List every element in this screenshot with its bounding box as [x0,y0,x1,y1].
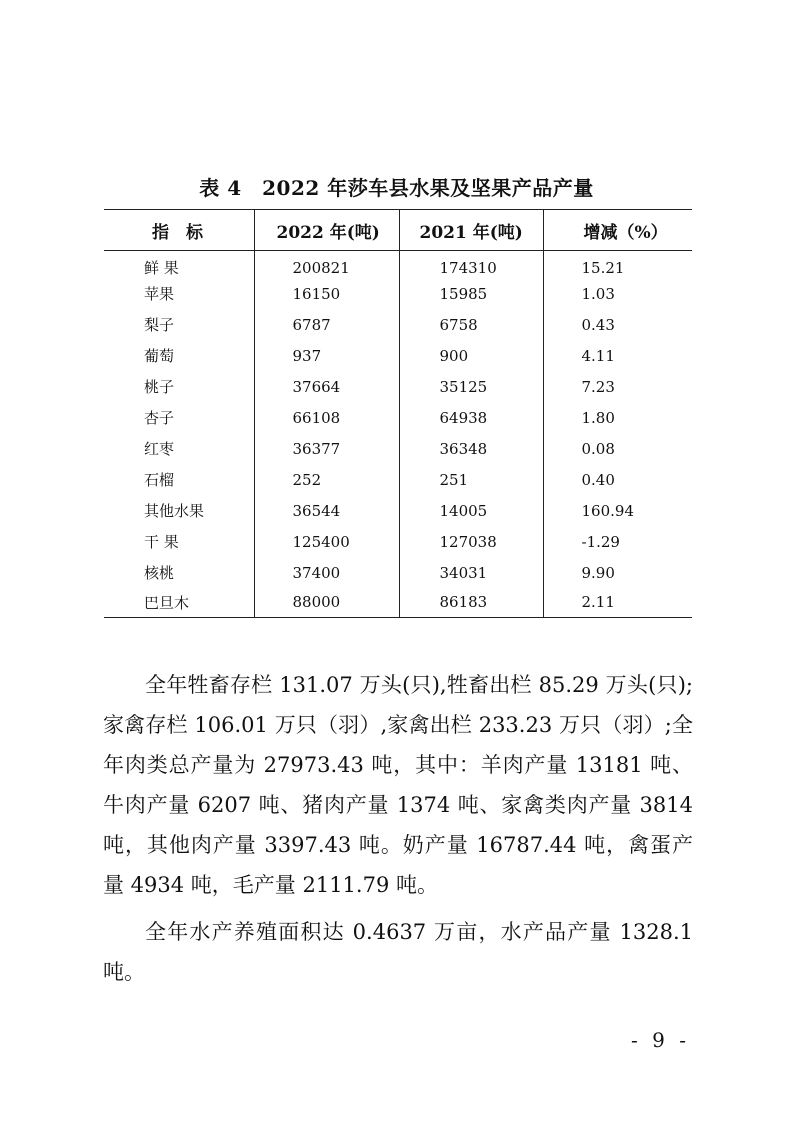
value-2022: 252 [254,464,399,495]
header-indicator: 指 标 [104,210,254,251]
row-label: 干 果 [104,526,254,557]
value-2021: 6758 [399,309,543,340]
table-row [104,278,692,309]
value-2022: 6787 [254,309,399,340]
value-2022: 16150 [254,278,399,309]
table-row [104,464,692,495]
table-row [104,557,692,588]
table-row [104,433,692,464]
value-2021: 174310 [399,251,543,279]
change-percent: 160.94 [581,501,634,520]
row-label: 苹果 [104,278,254,309]
row-label: 鲜 果 [104,251,254,279]
value-2021: 127038 [399,526,543,557]
change-percent: 1.80 [581,408,615,427]
row-label: 杏子 [104,402,254,433]
value-2022: 200821 [254,251,399,279]
value-2022: 88000 [254,588,399,617]
value-2021: 36348 [399,433,543,464]
table-row [104,526,692,557]
table-row [104,495,692,526]
change-percent: 0.43 [581,315,615,334]
change-percent: 15.21 [581,258,625,277]
value-2021: 15985 [399,278,543,309]
table-header-row [104,210,692,251]
change-percent: 7.23 [581,377,615,396]
value-2021: 86183 [399,588,543,617]
table-row [104,340,692,371]
table-row [104,371,692,402]
value-2022: 37400 [254,557,399,588]
page-number: - 9 - [631,1028,690,1052]
value-2022: 36377 [254,433,399,464]
change-percent: 2.11 [543,588,692,617]
change-percent: 0.08 [581,439,615,458]
header-2022: 2022 年(吨) [254,210,399,251]
row-label: 葡萄 [104,340,254,371]
aquaculture-paragraph: 全年水产养殖面积达 0.4637 万亩，水产品产量 1328.1 吨。 [103,920,693,984]
table-row [104,309,692,340]
row-label: 红枣 [104,433,254,464]
row-label: 其他水果 [104,495,254,526]
row-label: 桃子 [104,371,254,402]
table-row [104,402,692,433]
table-row [104,588,692,617]
value-2022: 125400 [254,526,399,557]
change-percent: -1.29 [581,532,620,551]
value-2021: 64938 [399,402,543,433]
table-title: 表 4 2022 年莎车县水果及坚果产品产量 [199,176,594,200]
value-2021: 251 [399,464,543,495]
value-2021: 35125 [399,371,543,402]
fruit-nut-production-table [104,209,692,618]
value-2022: 66108 [254,402,399,433]
value-2022: 37664 [254,371,399,402]
row-label: 核桃 [104,557,254,588]
livestock-paragraph: 全年牲畜存栏 131.07 万头(只),牲畜出栏 85.29 万头(只);家禽存栏 106.01 万只（羽）,家禽出栏 233.23 万只（羽）;全年肉类总产量为 27973.43 吨，其中：羊肉产量 13181 吨、牛肉产量 6207 吨、猪肉产量 1374 吨、家禽类肉产量 3814 吨，其他肉产量 3397.43 吨。奶产量 16787.44 吨，禽蛋产量 4934 吨，毛产量 2111.79 吨。 [103,673,693,897]
header-change: 增减（%） [543,210,692,251]
row-label: 梨子 [104,309,254,340]
change-percent: 9.90 [581,563,615,582]
table-row [104,251,692,279]
change-percent: 1.03 [581,284,615,303]
value-2021: 34031 [399,557,543,588]
value-2021: 14005 [399,495,543,526]
value-2022: 36544 [254,495,399,526]
change-percent: 0.40 [581,470,615,489]
header-2021: 2021 年(吨) [399,210,543,251]
change-percent: 4.11 [581,346,615,365]
value-2021: 900 [399,340,543,371]
row-label: 巴旦木 [104,588,254,617]
value-2022: 937 [254,340,399,371]
row-label: 石榴 [104,464,254,495]
